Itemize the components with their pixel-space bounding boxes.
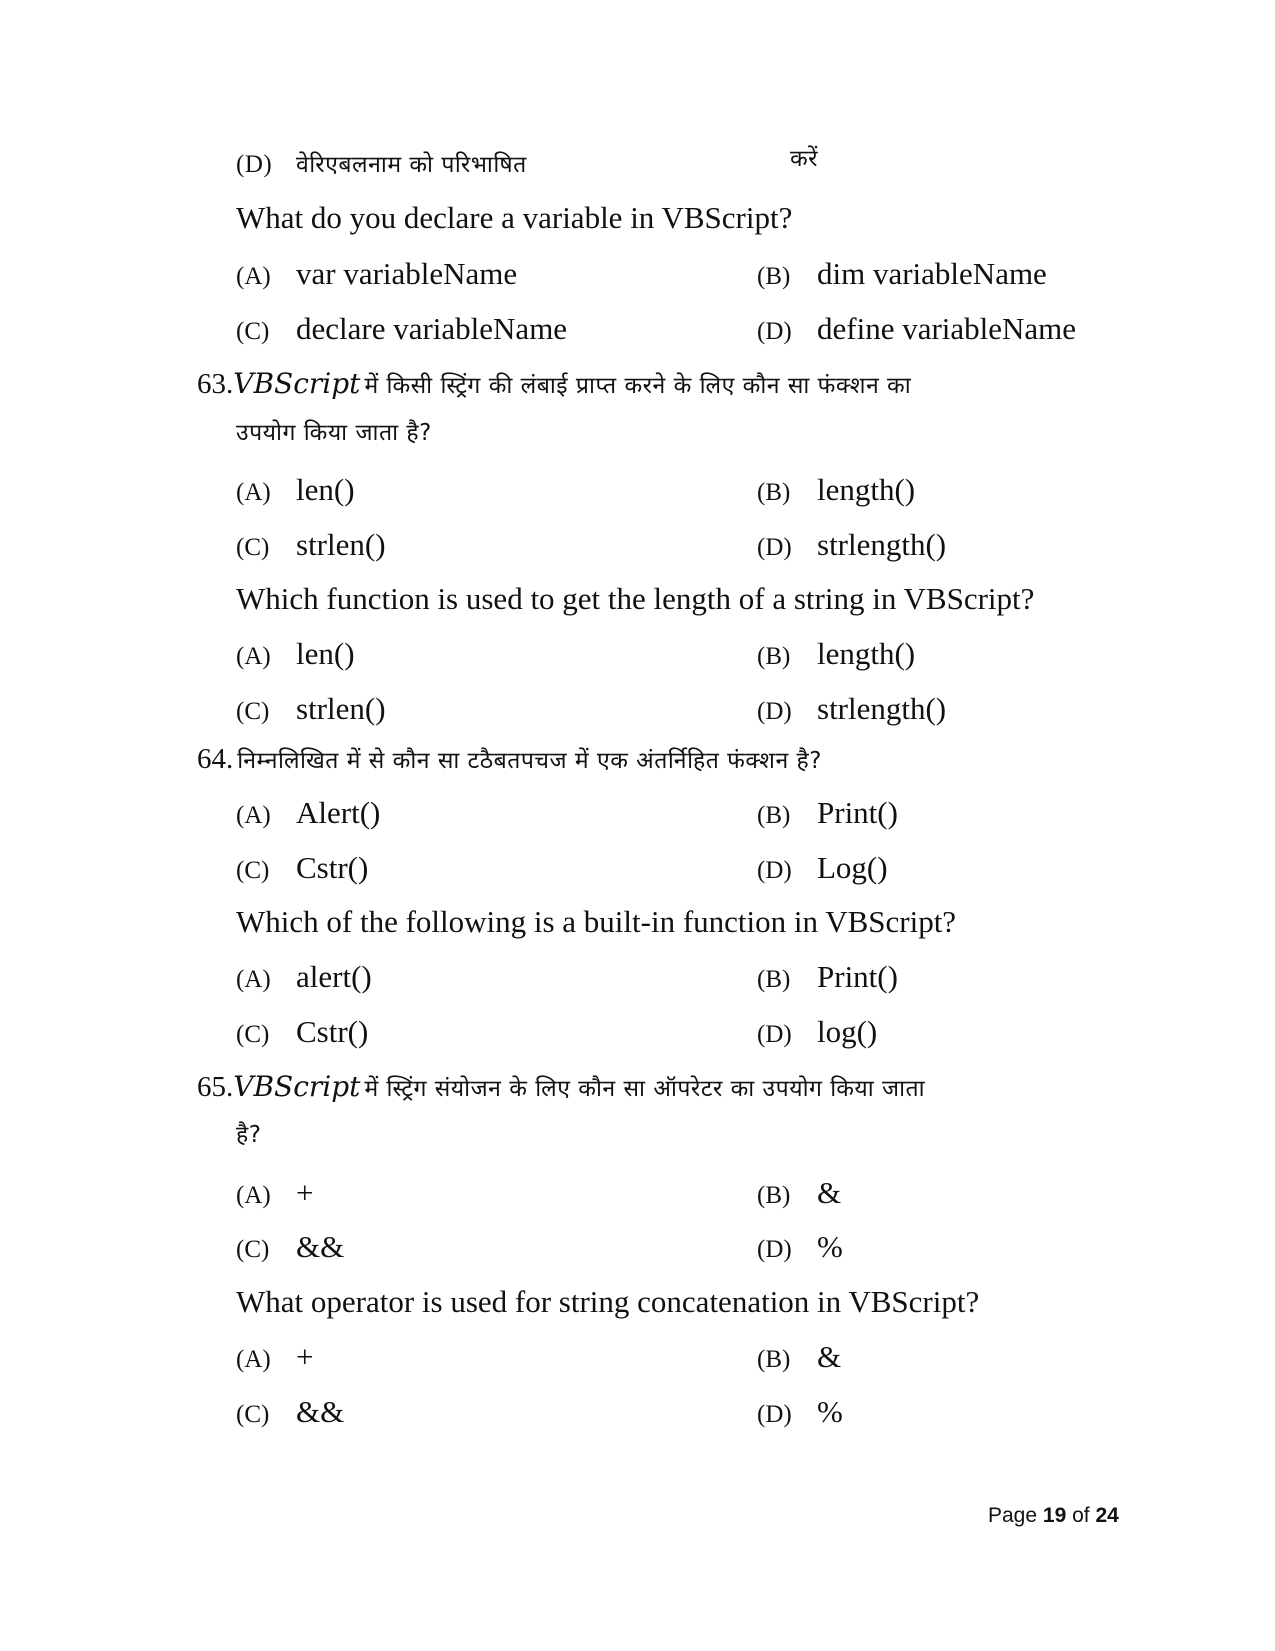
q63-hi-question — [197, 367, 912, 400]
option-c: (C) declare variableName — [236, 311, 568, 346]
option-c: (C) && — [236, 1229, 345, 1264]
option-c: (C) && — [236, 1394, 345, 1429]
page-current: 19 — [1042, 1504, 1067, 1527]
option-c: (C) strlen() — [236, 527, 386, 562]
option-a: (A) len() — [236, 472, 355, 507]
page-total: 24 — [1095, 1504, 1119, 1527]
option-a: (A) var variableName — [236, 256, 518, 291]
option-a: (A) + — [236, 1339, 314, 1374]
option-d: (D) % — [757, 1394, 843, 1429]
vbscript-keyword: VBScript — [233, 1070, 361, 1103]
q65-en-question: What operator is used for string concatenation in VBScript? — [236, 1284, 980, 1319]
q64-hi-question — [197, 745, 822, 774]
option-c: (C) strlen() — [236, 691, 386, 726]
q65-hi-question — [197, 1070, 926, 1103]
option-c: (C) Cstr() — [236, 850, 369, 885]
q62-hi-option-d-trail: करें — [790, 146, 819, 172]
question-text: में स्ट्रिंग संयोजन के लिए कौन सा ऑपरेटर का उपयोग किया जाता — [364, 1076, 926, 1102]
question-number: 64. — [197, 743, 234, 775]
option-d: (D) define variableName — [757, 311, 1077, 346]
option-b: (B) length() — [757, 636, 916, 671]
question-number: 63. — [197, 368, 234, 400]
option-b: (B) Print() — [757, 959, 898, 994]
q65-hi-question-cont: है? — [236, 1122, 262, 1148]
option-label: (D) — [236, 151, 273, 178]
option-a: (A) alert() — [236, 959, 372, 994]
page-prefix: Page — [988, 1504, 1038, 1527]
page-footer — [988, 1504, 1119, 1528]
option-text: वेरिएबलनाम को परिभाषित — [296, 152, 527, 178]
q64-en-question: Which of the following is a built-in function in VBScript? — [236, 904, 957, 939]
option-a: (A) + — [236, 1175, 314, 1210]
option-d: (D) Log() — [757, 850, 888, 885]
question-text: में किसी स्ट्रिंग की लंबाई प्राप्त करने के लिए कौन सा फंक्शन का — [364, 373, 912, 399]
option-b: (B) dim variableName — [757, 256, 1047, 291]
option-d: (D) strlength() — [757, 527, 947, 562]
vbscript-keyword: VBScript — [233, 367, 361, 400]
q62-en-question: What do you declare a variable in VBScript? — [236, 200, 793, 235]
option-d: (D) strlength() — [757, 691, 947, 726]
question-text: निम्नलिखित में से कौन सा टठैबतपचज में एक अंतर्निहित फंक्शन है? — [237, 748, 822, 774]
option-b: (B) & — [757, 1339, 842, 1374]
q62-hi-option-d — [236, 152, 527, 177]
question-number: 65. — [197, 1071, 234, 1103]
option-d: (D) log() — [757, 1014, 878, 1049]
option-c: (C) Cstr() — [236, 1014, 369, 1049]
option-a: (A) Alert() — [236, 795, 381, 830]
q63-en-question: Which function is used to get the length of a string in VBScript? — [236, 581, 1035, 616]
page-sep: of — [1072, 1504, 1090, 1527]
option-b: (B) & — [757, 1175, 842, 1210]
option-d: (D) % — [757, 1229, 843, 1264]
option-b: (B) Print() — [757, 795, 898, 830]
q63-hi-question-cont: उपयोग किया जाता है? — [236, 420, 432, 446]
option-b: (B) length() — [757, 472, 916, 507]
option-a: (A) len() — [236, 636, 355, 671]
